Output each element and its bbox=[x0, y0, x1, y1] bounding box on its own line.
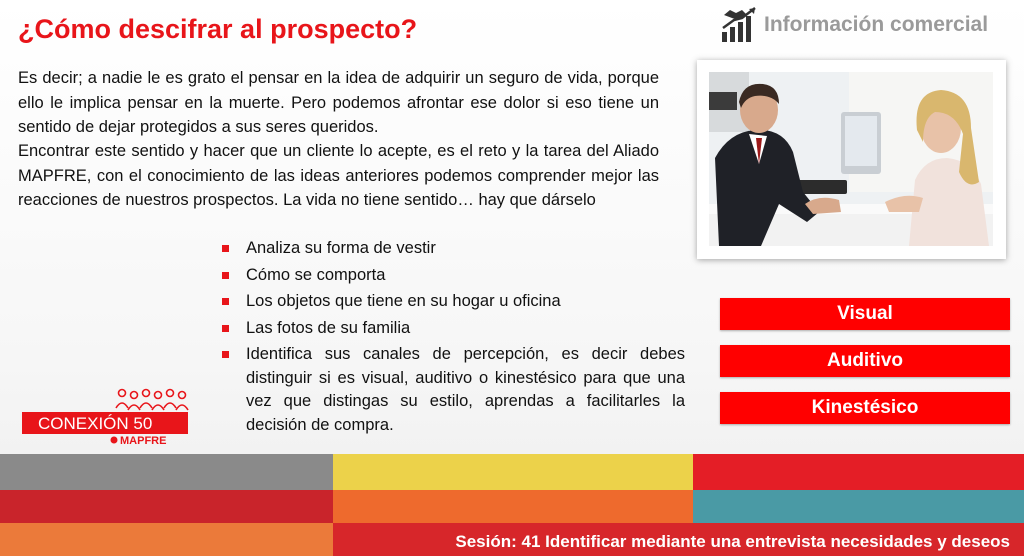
footer-band bbox=[0, 523, 333, 556]
channel-visual-badge: Visual bbox=[720, 298, 1010, 330]
logo-mapfre: MAPFRE bbox=[120, 435, 167, 447]
list-item: Los objetos que tiene en su hogar u oficina bbox=[222, 290, 685, 314]
session-footer: Sesión: 41 Identificar mediante una entrevista necesidades y deseos bbox=[455, 532, 1010, 551]
list-item: Las fotos de su familia bbox=[222, 317, 685, 341]
footer-band bbox=[693, 490, 1024, 523]
conexion-50-logo bbox=[22, 388, 192, 448]
brand-label: Información comercial bbox=[764, 13, 989, 36]
photo-frame bbox=[697, 60, 1006, 259]
channel-auditivo-badge: Auditivo bbox=[720, 345, 1010, 377]
logo-wordmark: CONEXIÓN 50 bbox=[38, 414, 153, 433]
footer-band bbox=[0, 490, 333, 523]
footer-band bbox=[0, 454, 333, 490]
second-paragraph: Encontrar este sentido y hacer que un cliente lo acepte, es el reto y la tarea del Aliado MAPFRE, con el conocimiento de las ideas anteriores podemos comprender mejor las reacciones de nuestros prospectos. La vida no tiene sentido… hay que dárselo bbox=[18, 142, 659, 209]
footer-band bbox=[693, 454, 1024, 490]
page-title: ¿Cómo descifrar al prospecto? bbox=[18, 14, 418, 44]
people-group-icon bbox=[22, 388, 192, 448]
footer-band bbox=[333, 454, 693, 490]
brand-header bbox=[720, 6, 988, 44]
bullet-list bbox=[222, 237, 685, 440]
intro-paragraph: Es decir; a nadie le es grato el pensar en la idea de adquirir un seguro de vida, porque ello le implica pensar en la muerte. Pero podemos afrontar ese dolor si eso tiene un sentido de dejar protegidos a sus seres queridos. bbox=[18, 69, 659, 136]
handshake-chart-icon bbox=[720, 6, 758, 44]
meeting-photo bbox=[709, 72, 993, 246]
channel-kinestesico-badge: Kinestésico bbox=[720, 392, 1010, 424]
list-item: Analiza su forma de vestir bbox=[222, 237, 685, 261]
footer-band bbox=[333, 490, 693, 523]
list-item: Identifica sus canales de percepción, es decir debes distinguir si es visual, auditivo o kinestésico para que una vez que distingas su estilo, aprendas a facilitarles la decisión de compra. bbox=[222, 343, 685, 437]
list-item: Cómo se comporta bbox=[222, 264, 685, 288]
